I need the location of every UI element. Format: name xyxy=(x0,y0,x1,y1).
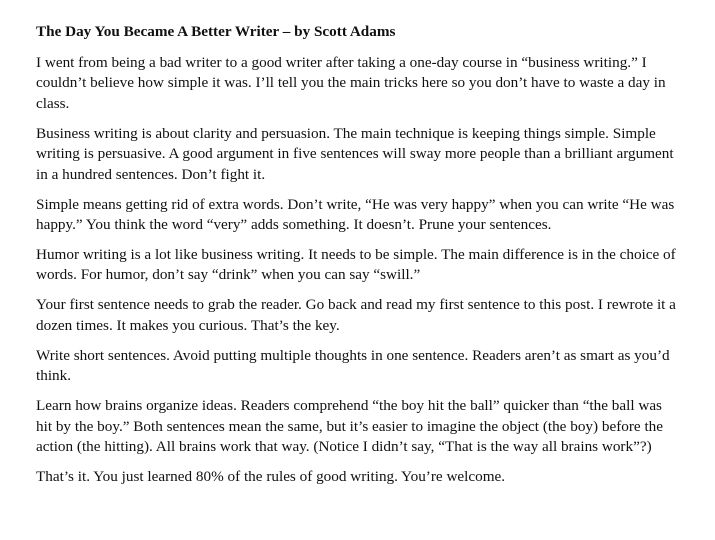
paragraph-3: Simple means getting rid of extra words. Don’t write, “He was very happy” when you can write “He was happy.” You think the word “very” adds something. It doesn’t. Prune your sentences. xyxy=(36,195,675,234)
paragraph-8: That’s it. You just learned 80% of the rules of good writing. You’re welcome. xyxy=(36,468,506,486)
document xyxy=(36,22,676,497)
paragraph-4: Humor writing is a lot like business writing. It needs to be simple. The main difference is in the choice of words. For humor, don’t say “drink” when you can say “swill.” xyxy=(36,246,676,284)
paragraph-1: I went from being a bad writer to a good writer after taking a one-day course in “business writing.” I couldn’t believe how simple it was. I’ll tell you the main tricks here so you don’t have to waste a day in class. xyxy=(36,54,666,112)
document-title: The Day You Became A Better Writer – by Scott Adams xyxy=(36,23,396,40)
paragraph-2: Business writing is about clarity and persuasion. The main technique is keeping things simple. Simple writing is persuasive. A good argument in five sentences will sway more people than a brilliant argument in a hundred sentences. Don’t fight it. xyxy=(36,124,674,183)
paragraph-5: Your first sentence needs to grab the reader. Go back and read my first sentence to this post. I rewrote it a dozen times. It makes you curious. That’s the key. xyxy=(36,296,676,334)
paragraph-7: Learn how brains organize ideas. Readers comprehend “the boy hit the ball” quicker than “the ball was hit by the boy.” Both sentences mean the same, but it’s easier to imagine the object (the boy) before the action (the hitting). All brains work that way. (Notice I didn’t say, “That is the way all brains work”?) xyxy=(36,397,663,456)
paragraph-6: Write short sentences. Avoid putting multiple thoughts in one sentence. Readers aren’t as smart as you’d think. xyxy=(36,346,670,385)
